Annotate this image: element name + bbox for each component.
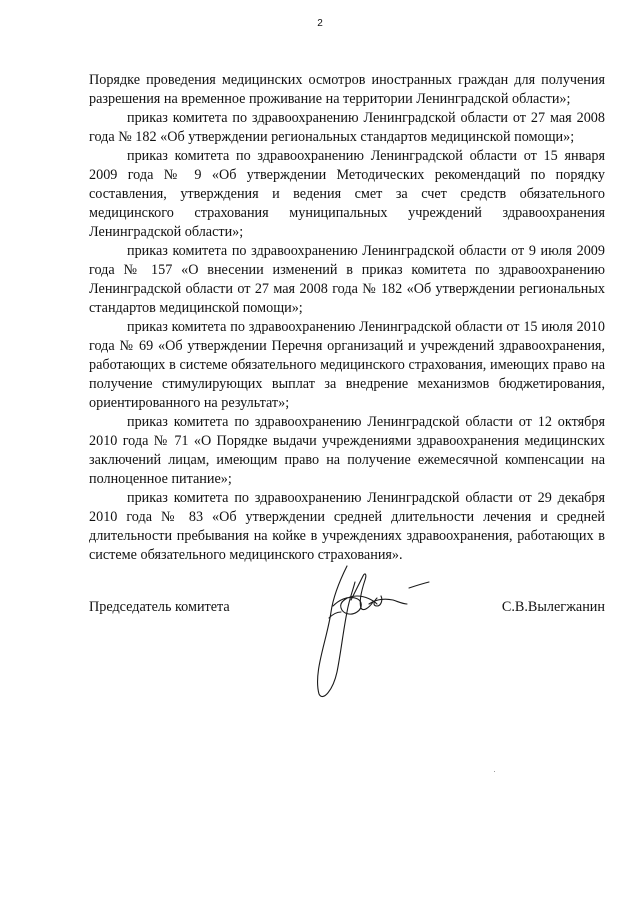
paragraph-order-2008-182: приказ комитета по здравоохранению Ленинградской области от 27 мая 2008 года № 182 «Об утверждении региональных стандартов медицинской помощи»; (89, 110, 605, 145)
paragraph-order-2010-69: приказ комитета по здравоохранению Ленинградской области от 15 июля 2010 года № 69 «Об утверждении Перечня организаций и учреждений здравоохранения, работающих в системе обязательного медицинского страхования, имеющих право на получение стимулирующих выплат за внедрение механизмов бюджетирования, ориентированного на результат»; (89, 319, 605, 411)
paragraph-order-2009-9: приказ комитета по здравоохранению Ленинградской области от 15 января 2009 года № 9 «Об утверждении Методических рекомендаций по порядку составления, утверждения и ведения смет за счет средств обязательного медицинского страхования муниципальных учреждений здравоохранения Ленинградской области»; (89, 148, 605, 240)
document-body (89, 71, 605, 565)
handwritten-signature (303, 562, 433, 702)
paragraph-order-2009-157: приказ комитета по здравоохранению Ленинградской области от 9 июля 2009 года № 157 «О внесении изменений в приказ комитета по здравоохранению Ленинградской области от 27 мая 2008 года № 182 «Об утверждении региональных стандартов медицинской помощи»; (89, 243, 605, 316)
paragraph-order-2010-83: приказ комитета по здравоохранению Ленинградской области от 29 декабря 2010 года № 83 «Об утверждении средней длительности лечения и средней длительности пребывания на койке в учреждениях здравоохранения, работающих в системе обязательного медицинского страхования». (89, 490, 605, 563)
paragraph-order-2010-71: приказ комитета по здравоохранению Ленинградской области от 12 октября 2010 года № 71 «О Порядке выдачи учреждениями здравоохранения медицинских заключений лицам, имеющим право на получение ежемесячной компенсации на полноценное питание»; (89, 414, 605, 487)
signatory-name: С.В.Вылегжанин (501, 599, 605, 615)
scan-speck (494, 771, 495, 772)
signatory-title: Председатель комитета (89, 599, 230, 615)
paragraph-continuation: Порядке проведения медицинских осмотров иностранных граждан для получения разрешения на временное проживание на территории Ленинградской области»; (89, 72, 605, 107)
page-number: 2 (317, 18, 323, 29)
